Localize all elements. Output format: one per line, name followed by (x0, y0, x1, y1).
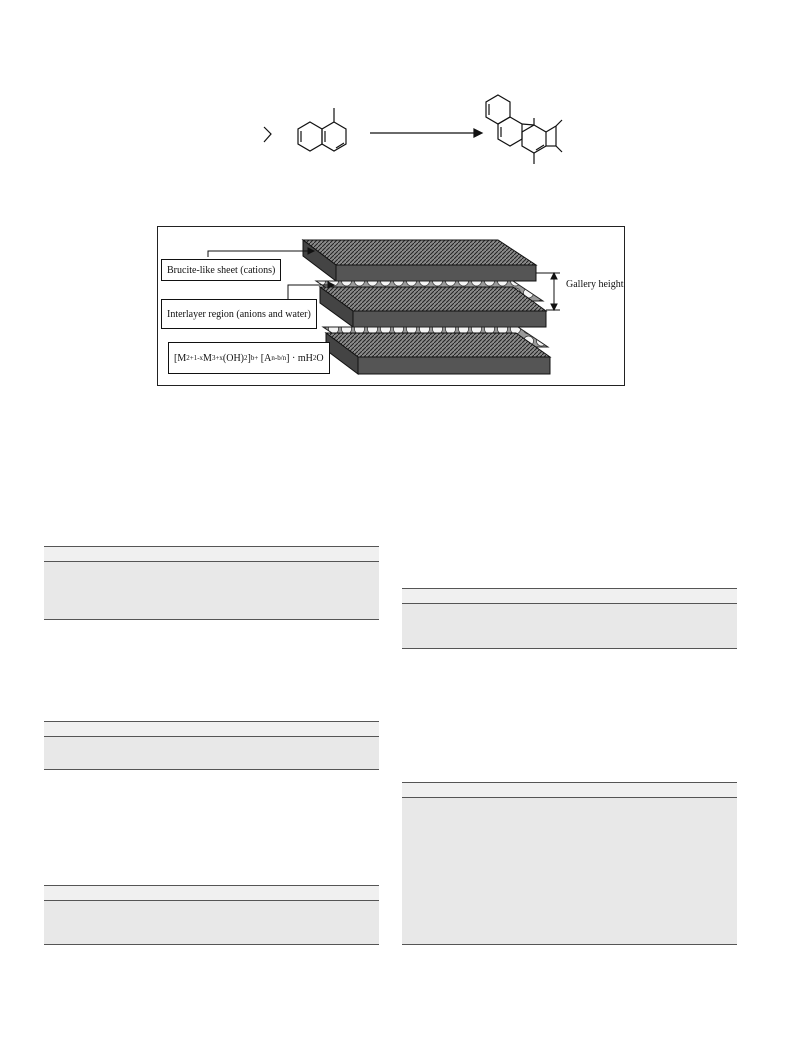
interlayer-region-label: Interlayer region (anions and water) (161, 299, 317, 329)
formula-text: [A (258, 352, 272, 364)
formula-text: 3+ (211, 354, 220, 362)
formula-text: x (219, 354, 223, 362)
table-header (402, 783, 737, 798)
formula-text: O (316, 352, 324, 364)
brucite-sheet-middle (320, 287, 546, 327)
table-header (44, 886, 379, 901)
brucite-sheet-bottom (326, 333, 550, 374)
formula-text: 2 (312, 354, 317, 362)
table-header (402, 589, 737, 604)
formula-text: 2 (244, 354, 248, 362)
formula-text: 1-x (193, 354, 204, 362)
naphthalene-reactant-icon (298, 108, 346, 151)
formula-text: ] · mH (286, 352, 313, 364)
formula-text: (OH) (222, 352, 244, 364)
brucite-sheet-top (303, 240, 536, 281)
table-right-1 (402, 588, 737, 649)
table-right-2 (402, 782, 737, 945)
reaction-arrow-icon (370, 129, 482, 137)
formula-text: 2+ (186, 354, 194, 362)
gallery-height-label: Gallery height (566, 279, 624, 290)
formula-text: n- (271, 354, 278, 362)
table-header (44, 722, 379, 737)
table-left-3 (44, 885, 379, 945)
formula-text: ] (247, 352, 251, 364)
ldh-formula-label (168, 342, 330, 374)
phenanthrene-product-icon (486, 95, 562, 164)
table-header (44, 547, 379, 562)
table-left-2 (44, 721, 379, 770)
table-left-1 (44, 546, 379, 620)
brucite-sheet-label: Brucite-like sheet (cations) (161, 259, 281, 281)
ldh-structure-figure (157, 226, 625, 386)
left-reactant-fragment-icon (264, 127, 271, 142)
reaction-scheme (250, 82, 590, 172)
formula-text: M (203, 352, 212, 364)
formula-text: b/n (277, 354, 287, 362)
formula-text: [M (174, 352, 187, 364)
formula-text: b+ (250, 354, 259, 362)
